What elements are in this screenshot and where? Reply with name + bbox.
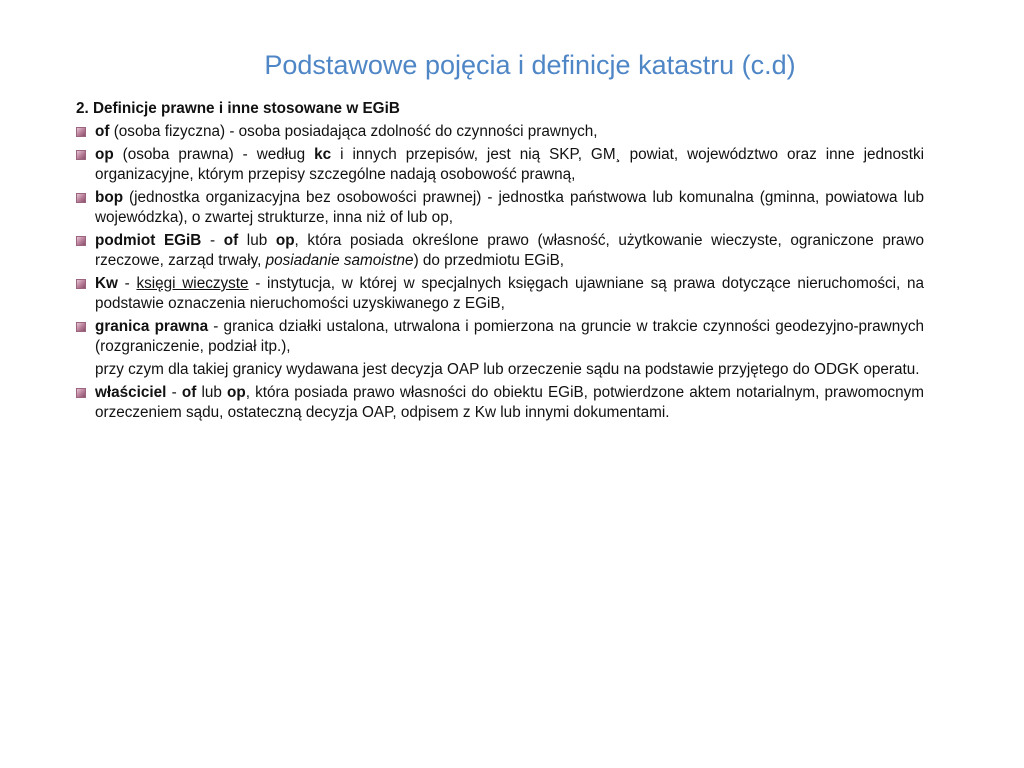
term-label: bop (95, 189, 124, 206)
definition-kw (76, 274, 924, 314)
bullet-icon (76, 193, 86, 203)
term-label: op (95, 146, 114, 163)
term-label: podmiot EGiB (95, 232, 202, 249)
bullet-icon (76, 236, 86, 246)
term-label: Kw (95, 275, 118, 292)
section-heading: 2. Definicje prawne i inne stosowane w EGiB (76, 100, 400, 117)
bullet-icon (76, 150, 86, 160)
underlined-term: księgi wieczyste (136, 275, 249, 292)
definition-text: (jednostka organizacyjna bez osobowości prawnej) - jednostka państwowa lub komunalna (gminna, powiatowa lub wojewódzka), o zwartej strukturze, inna niż of lub op, (95, 189, 924, 226)
of-abbreviation: of (223, 232, 239, 249)
definition-text: (osoba prawna) - według (113, 146, 315, 163)
bullet-icon (76, 388, 86, 398)
granica-continuation: przy czym dla takiej granicy wydawana jest decyzja OAP lub orzeczenie sądu na podstawie przyjętego do ODGK operatu. (95, 361, 920, 378)
connector-text: lub (238, 232, 276, 249)
definition-text: , która posiada określone prawo (własność, użytkowanie wieczyste, ograniczone prawo rzeczowe, zarząd trwały, (95, 232, 924, 269)
definition-wlasciciel (76, 383, 924, 423)
bullet-icon (76, 279, 86, 289)
definition-podmiot-egib (76, 231, 924, 271)
definition-text: i innych przepisów, jest nią SKP, GM¸ powiat, województwo oraz inne jednostki organizacyjne, którym przepisy szczególne nadają osobowość prawną, (95, 146, 924, 183)
separator: - (201, 232, 224, 249)
kc-abbreviation: kc (314, 146, 332, 163)
definition-op (76, 145, 924, 185)
of-abbreviation: of (181, 384, 197, 401)
slide-title: Podstawowe pojęcia i definicje katastru (c.d) (264, 50, 796, 80)
bullet-icon (76, 322, 86, 332)
definition-text: - instytucja, w której w specjalnych księgach ujawniane są prawa dotyczące nieruchomości, na podstawie oznaczenia nieruchomości uzyskiwanego z EGiB, (95, 275, 924, 312)
slide-content (76, 99, 924, 426)
definition-granica-prawna (76, 317, 924, 357)
italic-term: posiadanie samoistne (265, 252, 414, 269)
term-label: granica prawna (95, 318, 209, 335)
connector-text: lub (196, 384, 228, 401)
definition-bop (76, 188, 924, 228)
op-abbreviation: op (227, 384, 246, 401)
definition-text: (osoba fizyczna) - osoba posiadająca zdolność do czynności prawnych, (109, 123, 598, 140)
definition-text: ) do przedmiotu EGiB, (413, 252, 565, 269)
definition-text: , która posiada prawo własności do obiektu EGiB, potwierdzone aktem notarialnym, prawomocnym orzeczeniem sądu, ostateczną decyzja OAP, odpisem z Kw lub innymi dokumentami. (95, 384, 924, 421)
definition-of (76, 122, 924, 142)
separator: - (166, 384, 182, 401)
separator: - (117, 275, 137, 292)
op-abbreviation: op (275, 232, 295, 249)
definition-text: - granica działki ustalona, utrwalona i pomierzona na gruncie w trakcie czynności geodezyjno-prawnych (rozgraniczenie, podział itp.), (95, 318, 925, 355)
term-label: of (95, 123, 110, 140)
bullet-icon (76, 127, 86, 137)
term-label: właściciel (95, 384, 167, 401)
